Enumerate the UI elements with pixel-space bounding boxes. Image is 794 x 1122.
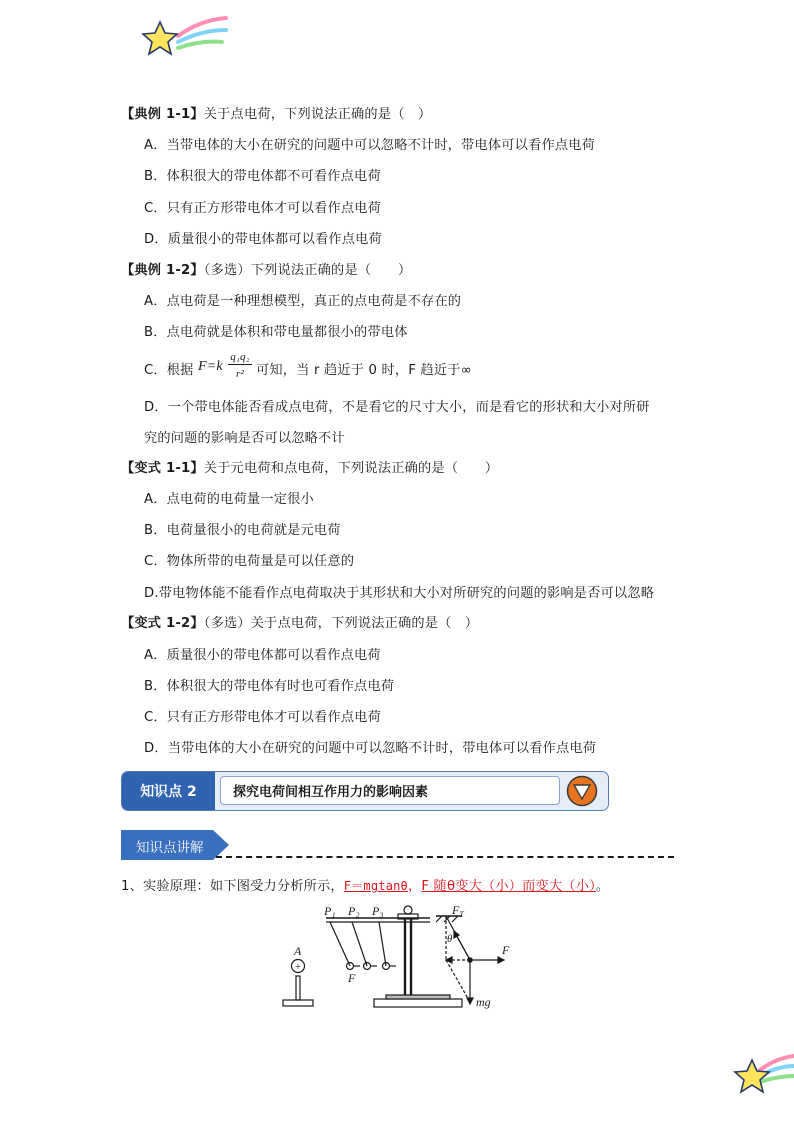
label-ft: $F_T$ [452,903,464,919]
option-d: D.带电物体能不能看作点电荷取决于其形状和大小对所研究的问题的影响是否可以忽略 [144,586,655,601]
principle-formula: F＝mgtanθ [343,879,408,893]
question-variant-1-2-stem: 【变式 1-2】（多选）关于点电荷，下列说法正确的是（ ） [121,616,479,631]
option-b: B．点电荷就是体积和带电量都很小的带电体 [144,325,408,340]
formula-lhs: F=k [198,359,223,374]
svg-text:+: + [295,962,301,973]
question-label: 【变式 1-1】 [121,461,204,476]
option-d: D．质量很小的带电体都可以看作点电荷 [144,232,382,247]
shooting-star-icon [732,1050,794,1098]
stand-pole [296,976,300,1000]
section-divider [216,856,674,858]
knowledge-point-badge: 知识点 2 [122,772,215,810]
question-label: 【典例 1-1】 [121,107,204,122]
stand-base [283,1000,313,1006]
principle-relation: F 随θ变大（小）而变大（小） [421,879,596,894]
option-d-continued: 究的问题的影响是否可以忽略不计 [144,431,345,446]
option-c: C．物体所带的电荷量是可以任意的 [144,554,355,569]
formula-numerator: q₁q₂ [228,350,252,365]
option-d: D．当带电体的大小在研究的问题中可以忽略不计时，带电体可以看作点电荷 [144,741,597,756]
label-f-right: F [502,943,510,957]
label-p1: P₁ [324,904,336,918]
option-a: A．点电荷是一种理想模型，真正的点电荷是不存在的 [144,294,462,309]
force-diagram [436,902,526,1014]
option-c: C．只有正方形带电体才可以看作点电荷 [144,201,381,216]
option-d: D．一个带电体能否看成点电荷，不是看它的尺寸大小，而是看它的形状和大小对所研 [144,400,650,415]
option-b: B．电荷量很小的电荷就是元电荷 [144,523,341,538]
knowledge-point-title: 探究电荷间相互作用力的影响因素 [220,776,560,805]
label-mg: mg [476,995,491,1009]
label-p3: P₃ [372,904,384,918]
question-label: 【典例 1-2】 [121,263,204,278]
option-c: C．只有正方形带电体才可以看作点电荷 [144,710,381,725]
question-1-1-stem: 【典例 1-1】关于点电荷，下列说法正确的是（ ） [121,107,432,122]
shooting-star-icon [138,14,228,62]
formula-denominator: r² [236,368,244,380]
label-f: F [348,971,356,985]
label-p2: P₂ [348,904,360,918]
label-a: A [294,944,302,958]
triangle-down-icon [566,775,598,807]
option-b: B．体积很大的带电体都不可看作点电荷 [144,169,381,184]
question-variant-1-1-stem: 【变式 1-1】关于元电荷和点电荷，下列说法正确的是（ ） [121,461,499,476]
knowledge-point-banner [121,771,609,811]
principle-text: 1、实验原理：如下图受力分析所示，F＝mgtanθ，F 随θ变大（小）而变大（小）。 [121,879,610,894]
option-a: A．质量很小的带电体都可以看作点电荷 [144,648,381,663]
label-theta: θ [447,933,453,945]
option-b: B．体积很大的带电体有时也可看作点电荷 [144,679,395,694]
option-a: A．点电荷的电荷量一定很小 [144,492,314,507]
section-tag-label: 知识点讲解 [136,840,204,856]
question-label: 【变式 1-2】 [121,616,204,631]
question-1-2-stem: 【典例 1-2】（多选）下列说法正确的是（ ） [121,263,412,278]
option-a: A．当带电体的大小在研究的问题中可以忽略不计时，带电体可以看作点电荷 [144,138,596,153]
